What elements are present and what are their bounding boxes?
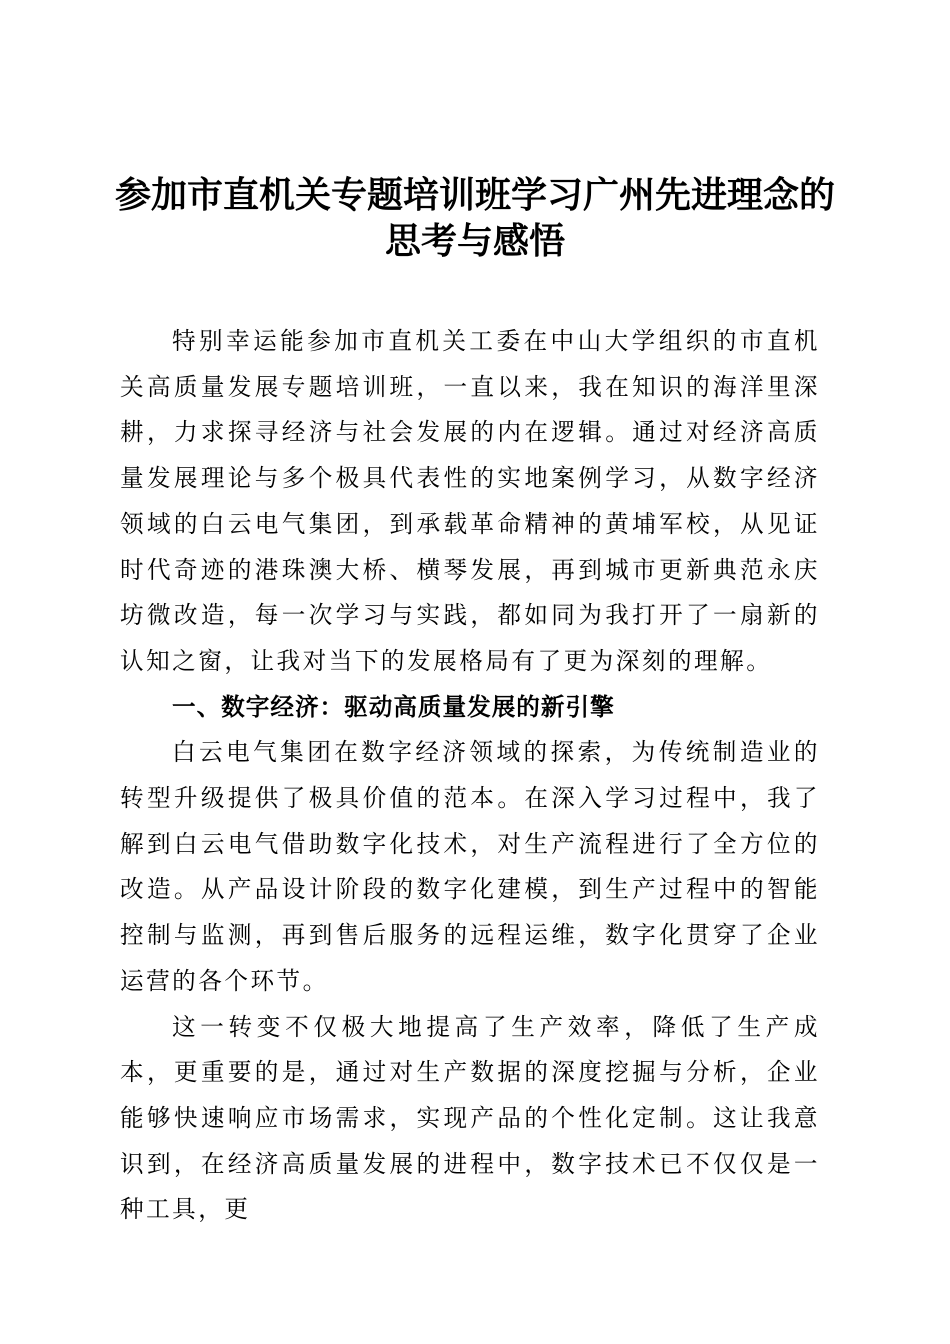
document-title: 参加市直机关专题培训班学习广州先进理念的思考与感悟: [114, 174, 835, 262]
paragraph-intro: 特别幸运能参加市直机关工委在中山大学组织的市直机关高质量发展专题培训班，一直以来，我在知识的海洋里深耕，力求探寻经济与社会发展的内在逻辑。通过对经济高质量发展理论与多个极具代表性的实地案例学习，从数字经济领域的白云电气集团，到承载革命精神的黄埔军校，从见证时代奇迹的港珠澳大桥、横琴发展，再到城市更新典范永庆坊微改造，每一次学习与实践，都如同为我打开了一扇新的认知之窗，让我对当下的发展格局有了更为深刻的理解。: [120, 327, 820, 675]
document-body: [120, 319, 820, 1233]
paragraph-baiyun-electric: 白云电气集团在数字经济领域的探索，为传统制造业的转型升级提供了极具价值的范本。在深入学习过程中，我了解到白云电气借助数字化技术，对生产流程进行了全方位的改造。从产品设计阶段的数字化建模，到生产过程中的智能控制与监测，再到售后服务的远程运维，数字化贯穿了企业运营的各个环节。: [120, 738, 820, 995]
paragraph-transformation: 这一转变不仅极大地提高了生产效率，降低了生产成本，更重要的是，通过对生产数据的深度挖掘与分析，企业能够快速响应市场需求，实现产品的个性化定制。这让我意识到，在经济高质量发展的进程中，数字技术已不仅仅是一种工具，更: [120, 1012, 820, 1224]
section-heading-digital-economy: 一、数字经济：驱动高质量发展的新引擎: [172, 692, 615, 721]
